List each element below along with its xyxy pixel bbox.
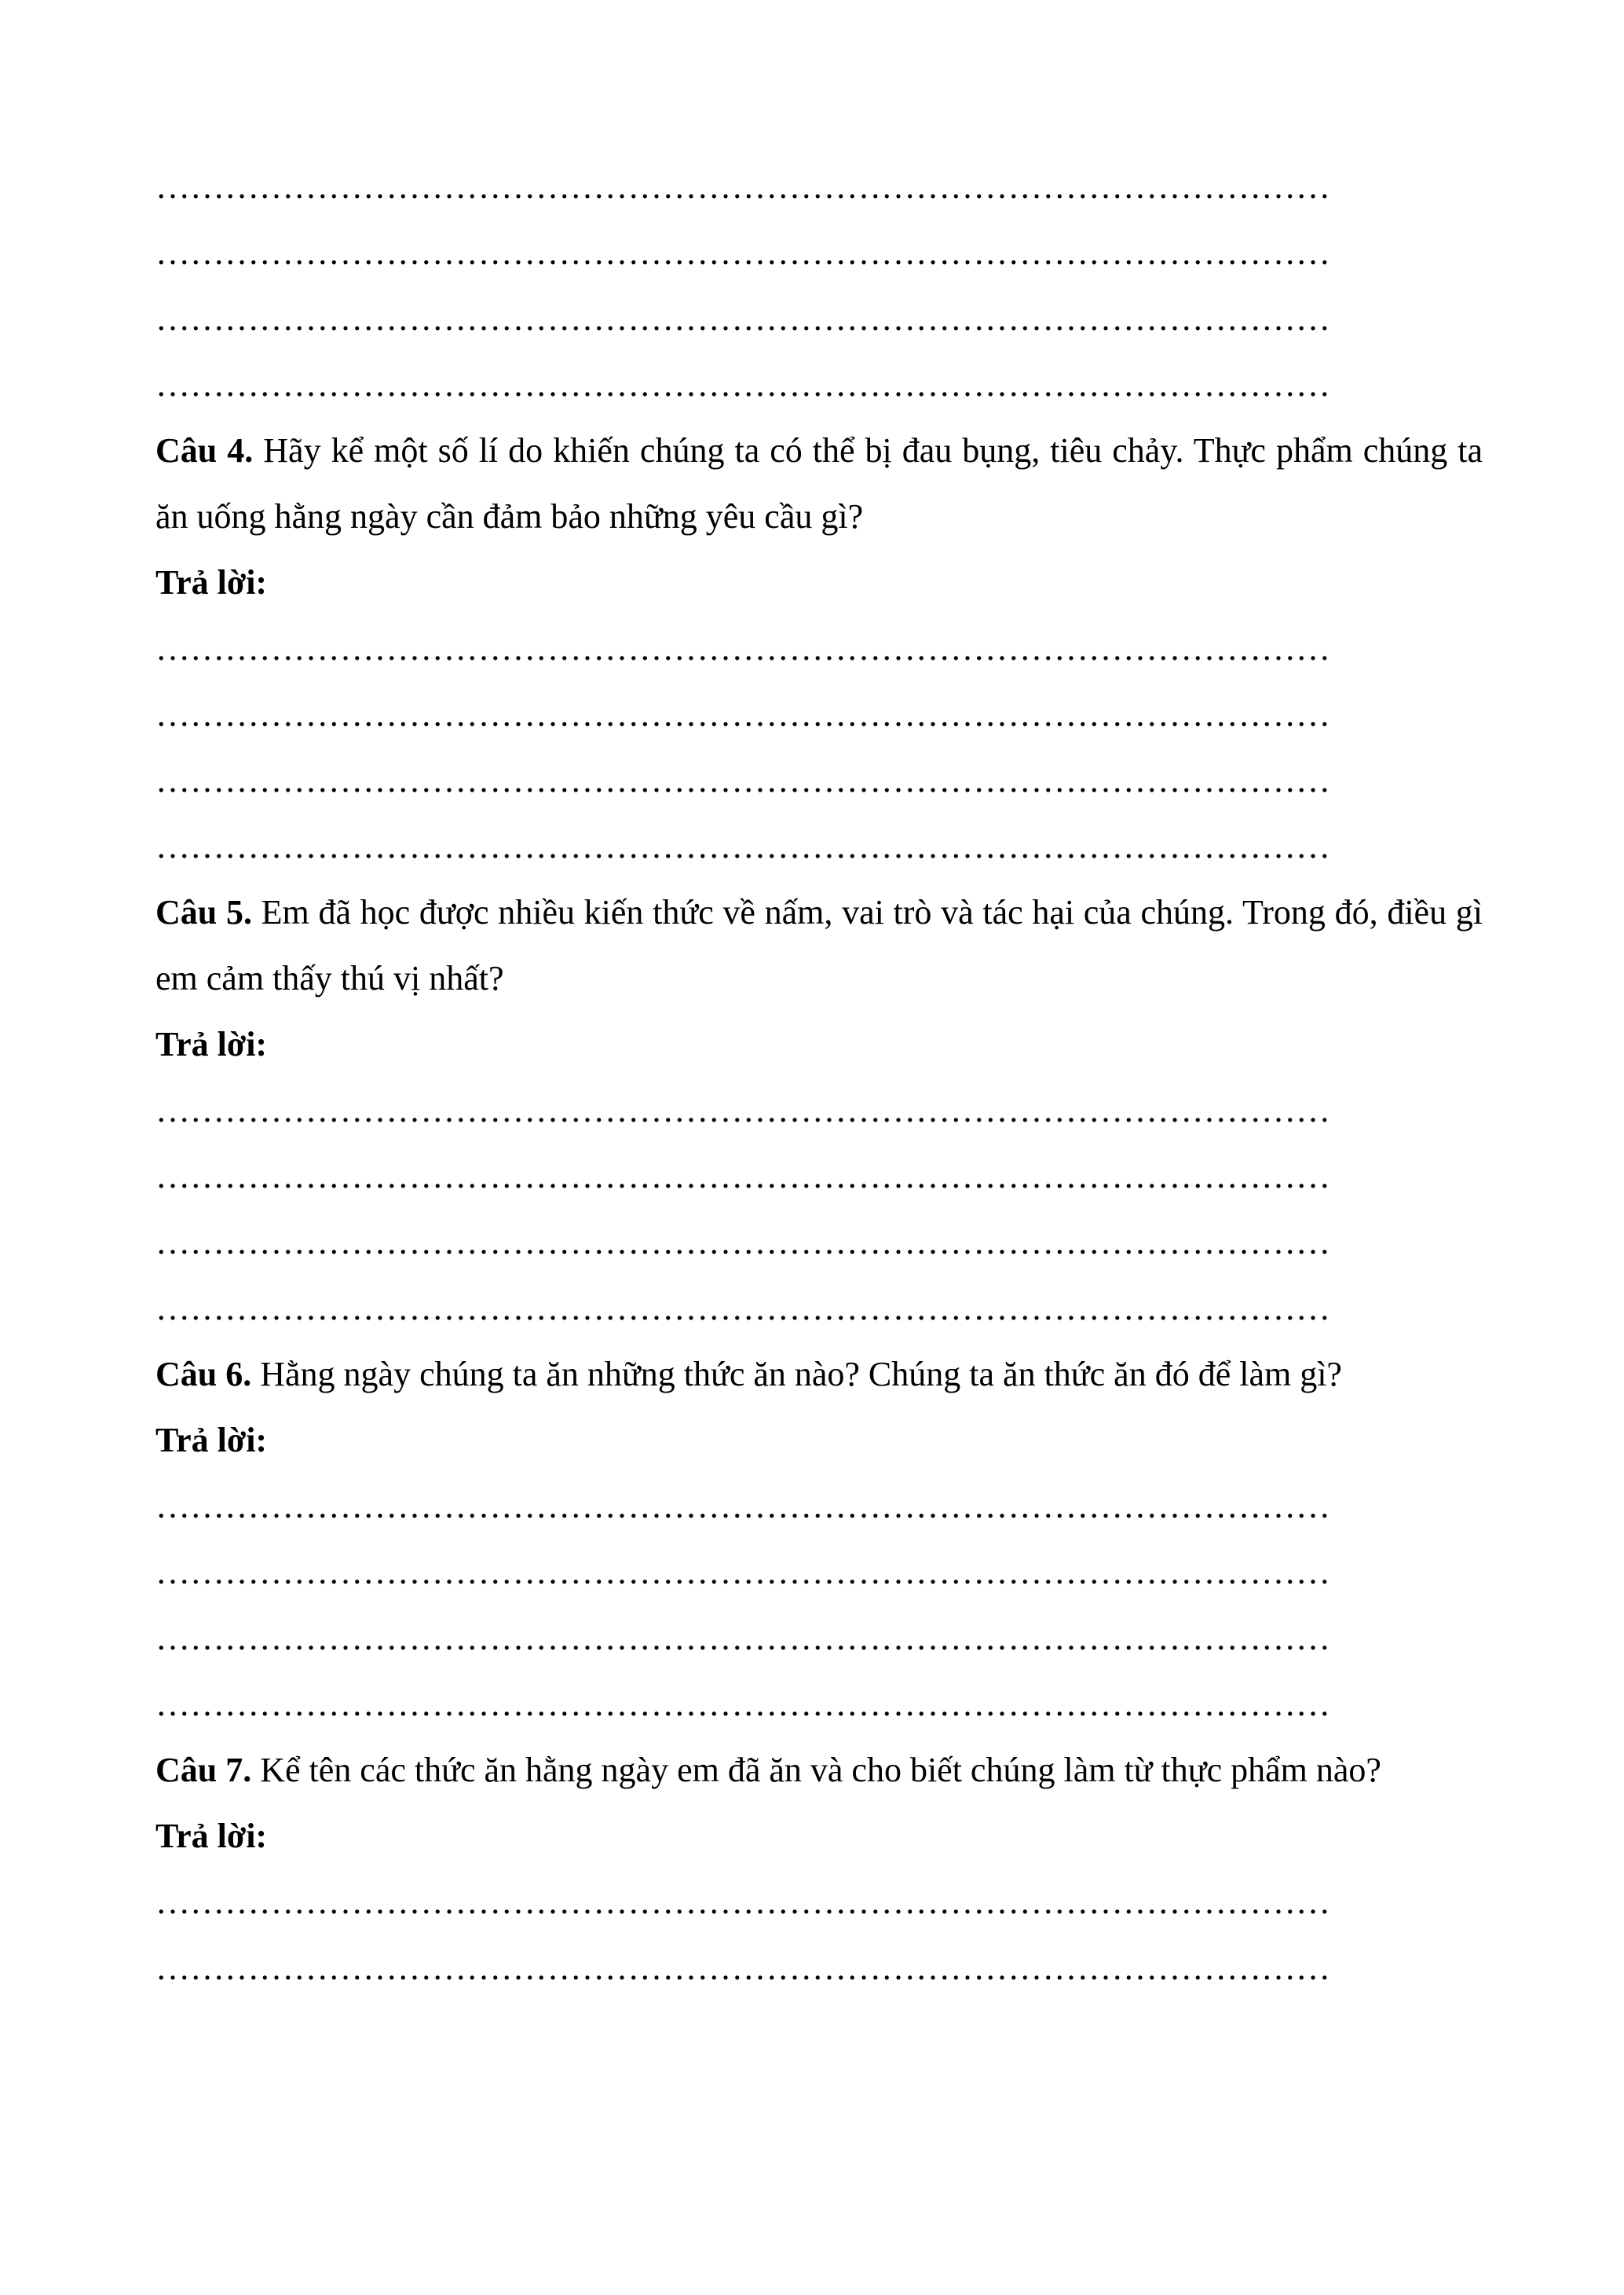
answer-line[interactable]: ………………………………………………………………………………………… <box>155 827 1330 866</box>
question-5 <box>155 880 1483 1341</box>
answer-line[interactable]: ………………………………………………………………………………………… <box>155 233 1330 272</box>
answer-label: Trả lời: <box>155 1817 268 1855</box>
answer-label: Trả lời: <box>155 1421 268 1459</box>
answer-line[interactable]: ………………………………………………………………………………………… <box>155 167 1330 206</box>
answer-line[interactable]: ………………………………………………………………………………………… <box>155 629 1330 668</box>
answer-line[interactable]: ………………………………………………………………………………………… <box>155 1883 1330 1921</box>
question-text <box>155 1341 1483 1407</box>
answer-label: Trả lời: <box>155 563 268 602</box>
worksheet-page <box>155 154 1483 2001</box>
answer-line[interactable]: ………………………………………………………………………………………… <box>155 1685 1330 1723</box>
answer-line[interactable]: ………………………………………………………………………………………… <box>155 1223 1330 1261</box>
answer-line[interactable]: ………………………………………………………………………………………… <box>155 299 1330 338</box>
answer-line[interactable]: ………………………………………………………………………………………… <box>155 761 1330 800</box>
answer-line[interactable]: ………………………………………………………………………………………… <box>155 365 1330 404</box>
question-body: Hằng ngày chúng ta ăn những thức ăn nào? Chúng ta ăn thức ăn đó để làm gì? <box>251 1355 1342 1393</box>
question-label: Câu 4. <box>155 431 254 470</box>
answer-lines-previous <box>155 154 1483 418</box>
question-4 <box>155 418 1483 880</box>
answer-line[interactable]: ………………………………………………………………………………………… <box>155 1949 1330 1987</box>
question-text <box>155 880 1483 1012</box>
answer-line[interactable]: ………………………………………………………………………………………… <box>155 1289 1330 1327</box>
answer-label: Trả lời: <box>155 1025 268 1063</box>
answer-line[interactable]: ………………………………………………………………………………………… <box>155 695 1330 734</box>
question-body: Kể tên các thức ăn hằng ngày em đã ăn và cho biết chúng làm từ thực phẩm nào? <box>251 1751 1381 1789</box>
question-body: Hãy kể một số lí do khiến chúng ta có thể bị đau bụng, tiêu chảy. Thực phẩm chúng ta ăn uống hằng ngày cần đảm bảo những yêu cầu gì? <box>155 431 1483 536</box>
answer-line[interactable]: ………………………………………………………………………………………… <box>155 1157 1330 1195</box>
question-7 <box>155 1737 1483 2001</box>
answer-line[interactable]: ………………………………………………………………………………………… <box>155 1487 1330 1525</box>
answer-line[interactable]: ………………………………………………………………………………………… <box>155 1619 1330 1657</box>
question-label: Câu 5. <box>155 893 252 932</box>
question-text <box>155 418 1483 550</box>
answer-line[interactable]: ………………………………………………………………………………………… <box>155 1091 1330 1129</box>
question-body: Em đã học được nhiều kiến thức về nấm, vai trò và tác hại của chúng. Trong đó, điều gì em cảm thấy thú vị nhất? <box>155 893 1483 997</box>
answer-line[interactable]: ………………………………………………………………………………………… <box>155 1553 1330 1591</box>
question-text <box>155 1737 1483 1803</box>
question-6 <box>155 1341 1483 1737</box>
question-label: Câu 7. <box>155 1751 252 1789</box>
question-label: Câu 6. <box>155 1355 252 1393</box>
